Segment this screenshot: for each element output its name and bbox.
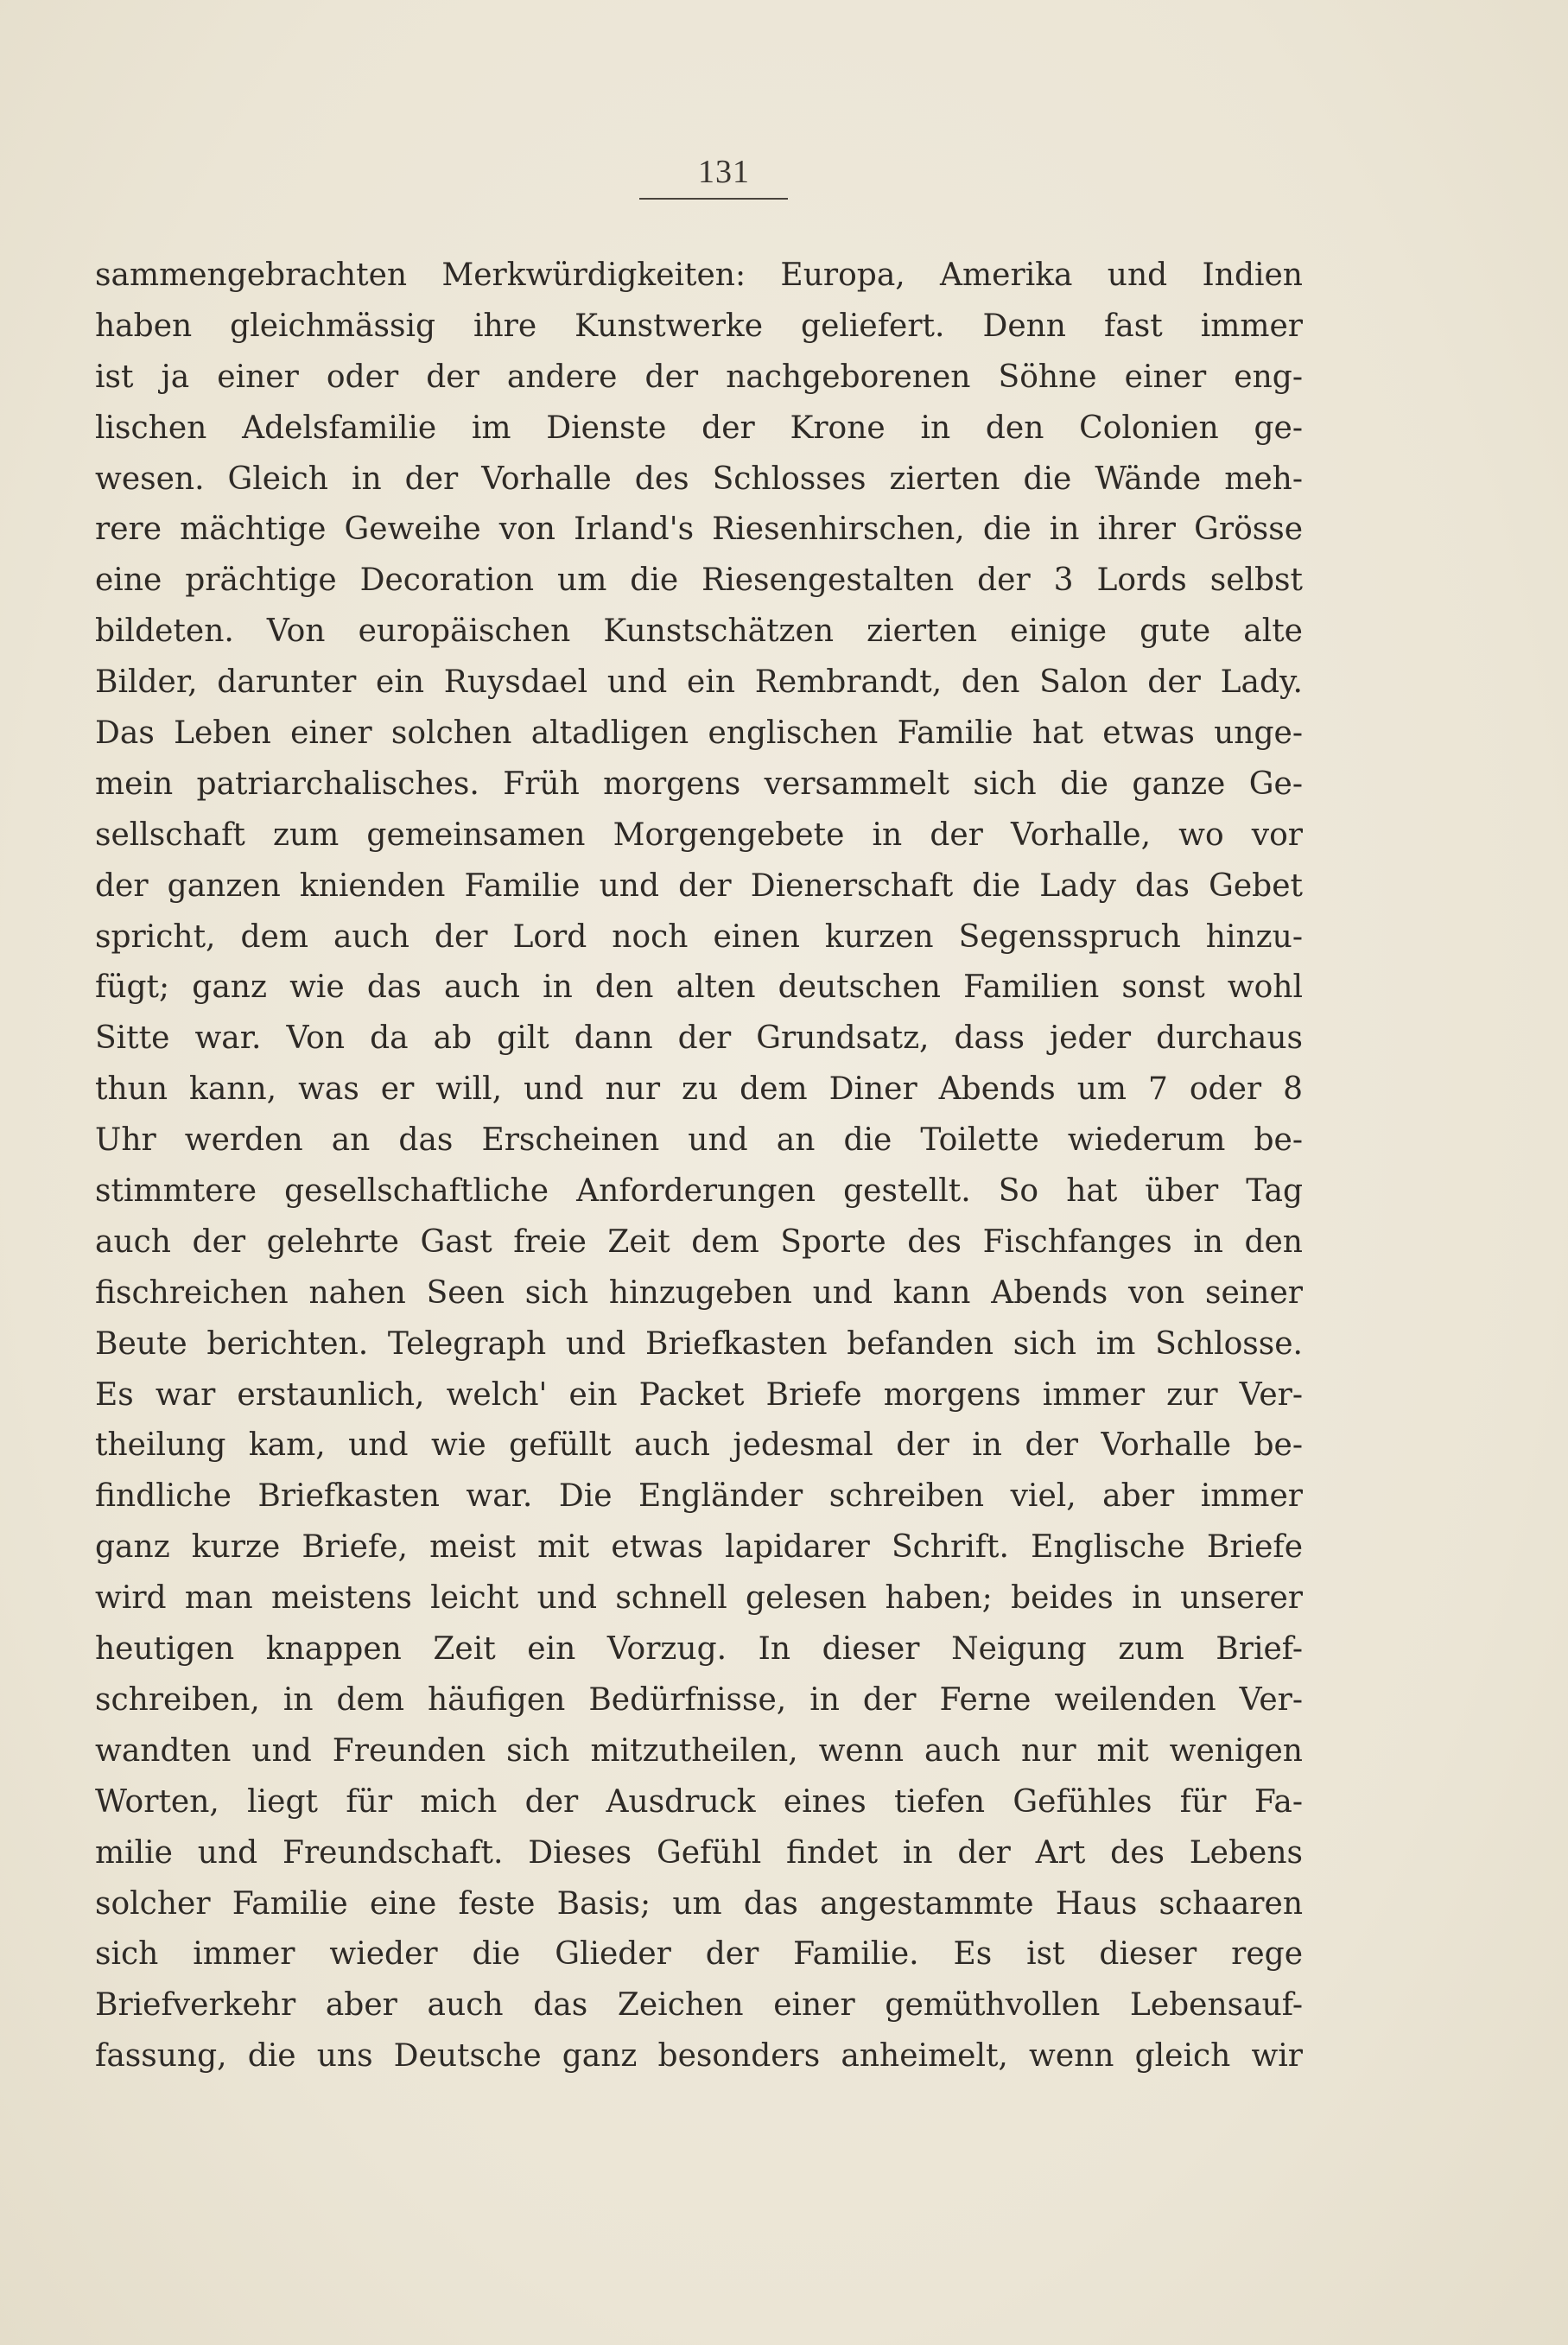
body-text	[95, 251, 1303, 2082]
text-line: Beute berichten. Telegraph und Briefkasten befanden sich im Schlosse.	[95, 1325, 1303, 1362]
text-line: auch der gelehrte Gast freie Zeit dem Sporte des Fischfanges in den	[95, 1223, 1303, 1260]
text-line: rere mächtige Geweihe von Irland's Riesenhirschen, die in ihrer Grösse	[95, 512, 1303, 548]
text-line: sellschaft zum gemeinsamen Morgengebete in der Vorhalle, wo vor	[95, 817, 1303, 853]
text-line: fügt; ganz wie das auch in den alten deutschen Familien sonst wohl	[95, 969, 1303, 1006]
text-line: milie und Freundschaft. Dieses Gefühl findet in der Art des Lebens	[95, 1834, 1303, 1871]
text-line: haben gleichmässig ihre Kunstwerke geliefert. Denn fast immer	[95, 308, 1303, 344]
text-line: bildeten. Von europäischen Kunstschätzen zierten einige gute alte	[95, 613, 1303, 650]
text-line: ist ja einer oder der andere der nachgeborenen Söhne einer eng-	[95, 359, 1303, 395]
text-line: wird man meistens leicht und schnell gelesen haben; beides in unserer	[95, 1580, 1303, 1617]
text-line: Bilder, darunter ein Ruysdael und ein Rembrandt, den Salon der Lady.	[95, 664, 1303, 701]
page-number: 131	[698, 154, 750, 190]
text-line: Es war erstaunlich, welch' ein Packet Briefe morgens immer zur Ver-	[95, 1376, 1303, 1413]
text-line: spricht, dem auch der Lord noch einen kurzen Segensspruch hinzu-	[95, 918, 1303, 955]
text-line: findliche Briefkasten war. Die Engländer schreiben viel, aber immer	[95, 1478, 1303, 1515]
text-line: wesen. Gleich in der Vorhalle des Schlosses zierten die Wände meh-	[95, 461, 1303, 497]
text-line: eine prächtige Decoration um die Riesengestalten der 3 Lords selbst	[95, 562, 1303, 599]
text-line: Das Leben einer solchen altadligen englischen Familie hat etwas unge-	[95, 715, 1303, 752]
text-line: sammengebrachten Merkwürdigkeiten: Europa, Amerika und Indien	[95, 257, 1303, 293]
text-line: fischreichen nahen Seen sich hinzugeben und kann Abends von seiner	[95, 1274, 1303, 1311]
text-line: solcher Familie eine feste Basis; um das angestammte Haus schaaren	[95, 1885, 1303, 1922]
text-line: lischen Adelsfamilie im Dienste der Krone in den Colonien ge-	[95, 410, 1303, 446]
text-line: stimmtere gesellschaftliche Anforderungen gestellt. So hat über Tag	[95, 1173, 1303, 1210]
text-line: wandten und Freunden sich mitzutheilen, wenn auch nur mit wenigen	[95, 1732, 1303, 1769]
text-line: Worten, liegt für mich der Ausdruck eines tiefen Gefühles für Fa-	[95, 1783, 1303, 1820]
text-line: Uhr werden an das Erscheinen und an die Toilette wiederum be-	[95, 1122, 1303, 1159]
page-number-rule	[639, 198, 788, 200]
text-line: schreiben, in dem häufigen Bedürfnisse, in der Ferne weilenden Ver-	[95, 1681, 1303, 1718]
text-line: der ganzen knienden Familie und der Dienerschaft die Lady das Gebet	[95, 867, 1303, 904]
text-line: sich immer wieder die Glieder der Familie. Es ist dieser rege	[95, 1936, 1303, 1973]
text-line: Briefverkehr aber auch das Zeichen einer gemüthvollen Lebensauf-	[95, 1987, 1303, 2024]
text-line: mein patriarchalisches. Früh morgens versammelt sich die ganze Ge-	[95, 766, 1303, 802]
text-line: fassung, die uns Deutsche ganz besonders anheimelt, wenn gleich wir	[95, 2038, 1303, 2075]
text-line: heutigen knappen Zeit ein Vorzug. In dieser Neigung zum Brief-	[95, 1631, 1303, 1668]
text-line: ganz kurze Briefe, meist mit etwas lapidarer Schrift. Englische Briefe	[95, 1529, 1303, 1566]
text-line: theilung kam, und wie gefüllt auch jedesmal der in der Vorhalle be-	[95, 1427, 1303, 1464]
text-line: thun kann, was er will, und nur zu dem Diner Abends um 7 oder 8	[95, 1071, 1303, 1108]
text-line: Sitte war. Von da ab gilt dann der Grundsatz, dass jeder durchaus	[95, 1020, 1303, 1057]
